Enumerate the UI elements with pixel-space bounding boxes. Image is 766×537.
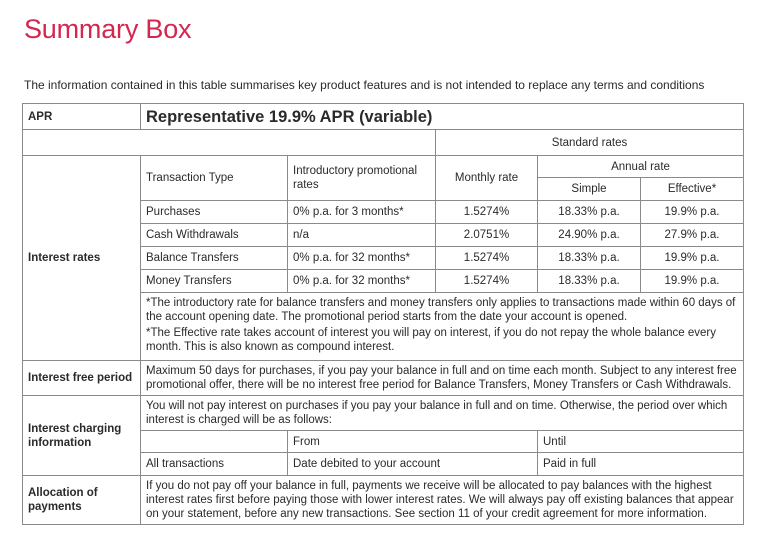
row-intro: 0% p.a. for 32 months* — [288, 247, 436, 270]
row-intro: n/a — [288, 224, 436, 247]
apr-label: APR — [23, 104, 141, 130]
row-simple: 18.33% p.a. — [538, 201, 641, 224]
apr-value: Representative 19.9% APR (variable) — [141, 104, 744, 130]
row-intro: 0% p.a. for 3 months* — [288, 201, 436, 224]
standard-rates-row — [23, 130, 744, 156]
col-transaction-type: Transaction Type — [141, 156, 288, 201]
intro-text: The information contained in this table summarises key product features and is not intended to replace any terms and conditions — [24, 78, 705, 92]
row-simple: 24.90% p.a. — [538, 224, 641, 247]
summary-table-wrapper — [22, 103, 743, 525]
blank-cell — [23, 130, 436, 156]
col-monthly-rate: Monthly rate — [436, 156, 538, 201]
until-header: Until — [538, 431, 744, 453]
all-transactions-label: All transactions — [141, 453, 288, 476]
row-monthly: 1.5274% — [436, 201, 538, 224]
from-value: Date debited to your account — [288, 453, 538, 476]
row-effective: 19.9% p.a. — [641, 270, 744, 293]
page-title: Summary Box — [24, 14, 192, 44]
charging-row-1 — [23, 396, 744, 431]
apr-row — [23, 104, 744, 130]
row-effective: 19.9% p.a. — [641, 247, 744, 270]
row-simple: 18.33% p.a. — [538, 270, 641, 293]
interest-free-row — [23, 361, 744, 396]
interest-header-row-1 — [23, 156, 744, 178]
interest-notes — [141, 293, 744, 361]
row-simple: 18.33% p.a. — [538, 247, 641, 270]
interest-charging-label: Interest charging information — [23, 396, 141, 476]
row-type: Purchases — [141, 201, 288, 224]
allocation-label: Allocation of payments — [23, 476, 141, 525]
row-type: Money Transfers — [141, 270, 288, 293]
interest-free-label: Interest free period — [23, 361, 141, 396]
row-monthly: 1.5274% — [436, 270, 538, 293]
row-monthly: 2.0751% — [436, 224, 538, 247]
interest-rates-label: Interest rates — [23, 156, 141, 361]
annual-rate-header: Annual rate — [538, 156, 744, 178]
blank-cell — [141, 431, 288, 453]
interest-charging-text: You will not pay interest on purchases if you pay your balance in full and on time. Otherwise, the period over which interest is charged will be as follows: — [141, 396, 744, 431]
col-effective: Effective* — [641, 178, 744, 201]
row-type: Balance Transfers — [141, 247, 288, 270]
row-effective: 27.9% p.a. — [641, 224, 744, 247]
note-effective: *The Effective rate takes account of interest you will pay on interest, if you do not repay the whole balance every month. This is also known as compound interest. — [146, 327, 716, 353]
standard-rates-header: Standard rates — [436, 130, 744, 156]
note-introductory: *The introductory rate for balance transfers and money transfers only applies to transactions made within 60 days of the account opening date. The promotional period starts from the date your account is opened. — [146, 297, 736, 323]
col-simple: Simple — [538, 178, 641, 201]
from-header: From — [288, 431, 538, 453]
allocation-row — [23, 476, 744, 525]
allocation-text: If you do not pay off your balance in full, payments we receive will be allocated to pay balances with the highest interest rates first before paying those with lower interest rates. We will always pay off existing balances that appear on your statement, before any new transactions. See section 11 of your credit agreement for more information. — [141, 476, 744, 525]
row-type: Cash Withdrawals — [141, 224, 288, 247]
row-monthly: 1.5274% — [436, 247, 538, 270]
interest-free-text: Maximum 50 days for purchases, if you pay your balance in full and on time each month. Subject to any interest free promotional offer, there will be no interest free period for Balance Transfers, Money Transfers or Cash Withdrawals. — [141, 361, 744, 396]
row-effective: 19.9% p.a. — [641, 201, 744, 224]
summary-table — [22, 103, 744, 525]
col-introductory: Introductory promotional rates — [288, 156, 436, 201]
until-value: Paid in full — [538, 453, 744, 476]
row-intro: 0% p.a. for 32 months* — [288, 270, 436, 293]
